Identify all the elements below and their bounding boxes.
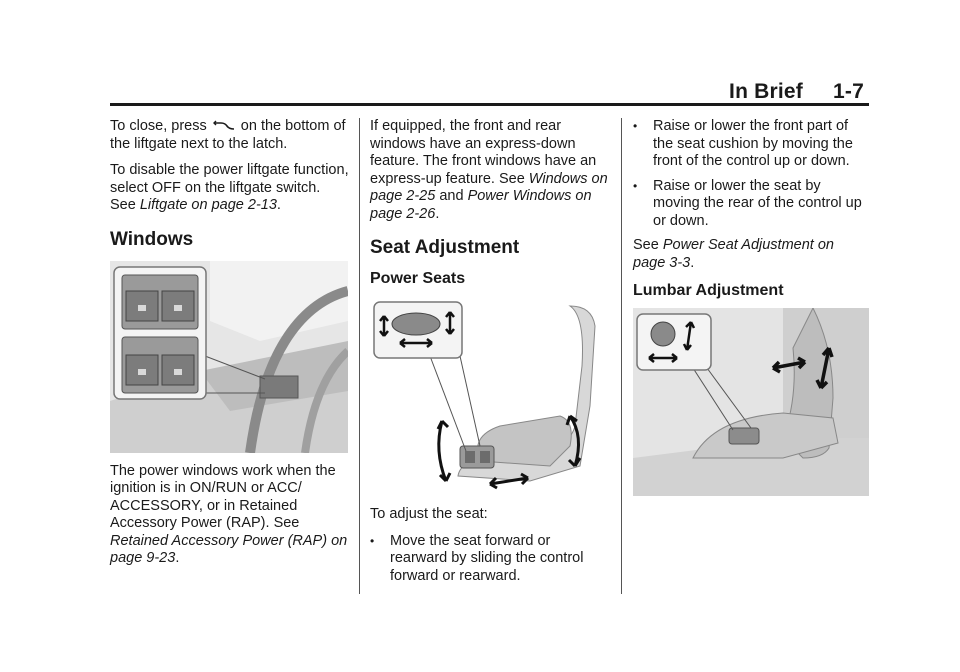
list-item: • Raise or lower the front part of the seat cushion by moving the front of the control up or down. <box>633 118 853 169</box>
column-1 <box>110 118 350 577</box>
page-number: 1-7 <box>833 80 864 103</box>
paragraph-adjust-seat: To adjust the seat: <box>370 506 488 522</box>
subheading-power-seats: Power Seats <box>370 270 466 287</box>
lumbar-control-figure <box>633 308 869 496</box>
heading-windows: Windows <box>110 228 194 250</box>
header-rule <box>110 103 869 106</box>
ref-power-seat-adjustment[interactable]: Power Seat Adjustment on page 3-3 <box>633 237 834 271</box>
paragraph-close-liftgate: To close, press on the bottom of the liftgate next to the latch. <box>110 118 346 152</box>
paragraph-express-windows: If equipped, the front and rear windows have an express-down feature. The front windows have an express-up feature. See Windows on page 2-25 and Power Windows on page 2-26. <box>370 118 608 222</box>
power-window-switch-figure <box>110 261 348 453</box>
ref-power-windows[interactable]: Power Windows on page 2-26 <box>370 188 592 222</box>
column-3 <box>633 118 869 506</box>
paragraph-power-windows: The power windows work when the ignition is in ON/RUN or ACC/ ACCESSORY, or in Retained Accessory Power (RAP). See Retained Accessory Power (RAP) on page 9-23. <box>110 462 348 566</box>
paragraph-see-power-seat: See Power Seat Adjustment on page 3-3. <box>633 237 834 271</box>
list-item: • Move the seat forward or rearward by sliding the control forward or rearward. <box>370 532 584 584</box>
bullet-icon: • <box>370 533 375 548</box>
paragraph-disable-liftgate: To disable the power liftgate function, select OFF on the liftgate switch. See Liftgate on page 2-13. <box>110 162 349 213</box>
section-title: In Brief <box>729 80 803 103</box>
column-divider-2 <box>621 118 622 594</box>
ref-windows[interactable]: Windows on page 2-25 <box>370 170 608 204</box>
bullet-icon: • <box>633 119 638 133</box>
ref-rap[interactable]: Retained Accessory Power (RAP) on page 9-23 <box>110 532 348 566</box>
subheading-lumbar-adjustment: Lumbar Adjustment <box>633 282 784 299</box>
power-seat-control-figure <box>370 296 608 496</box>
list-item: • Raise or lower the seat by moving the rear of the control up or down. <box>633 177 862 229</box>
ref-liftgate[interactable]: Liftgate on page 2-13 <box>139 197 277 213</box>
column-divider-1 <box>359 118 360 594</box>
liftgate-close-icon <box>213 120 235 132</box>
bullet-icon: • <box>633 178 638 193</box>
column-2 <box>370 118 608 592</box>
heading-seat-adjustment: Seat Adjustment <box>370 237 520 258</box>
page-header <box>729 80 864 104</box>
